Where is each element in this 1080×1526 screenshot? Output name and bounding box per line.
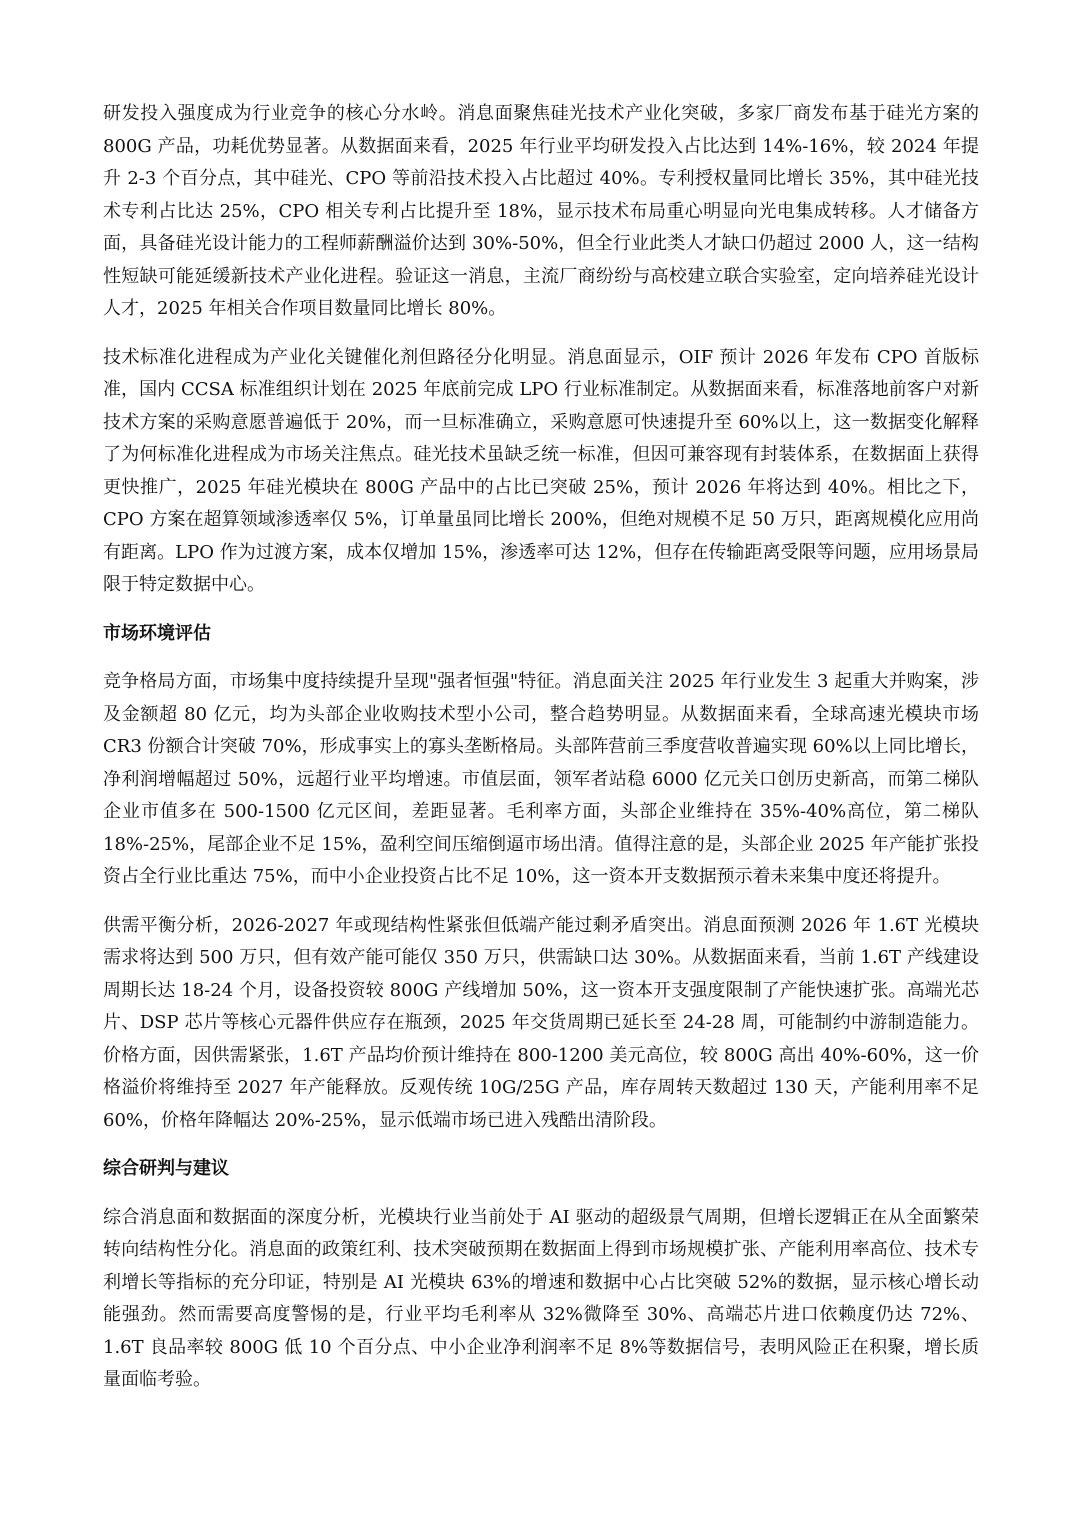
paragraph-supply-demand: 供需平衡分析，2026-2027 年或现结构性紧张但低端产能过剩矛盾突出。消息面预测 2026 年 1.6T 光模块需求将达到 500 万只，但有效产能可能仅 350 万只，供需缺口达 30%。从数据面来看，当前 1.6T 产线建设周期长达 18-24 个月，设备投资较 800G 产线增加 50%，这一资本开支强度限制了产能快速扩张。高端光芯片、DSP 芯片等核心元器件供应存在瓶颈，2025 年交货周期已延长至 24-28 周，可能制约中游制造能力。价格方面，因供需紧张，1.6T 产品均价预计维持在 800-1200 美元高位，较 800G 高出 40%-60%，这一价格溢价将维持至 2027 年产能释放。反观传统 10G/25G 产品，库存周转天数超过 130 天，产能利用率不足 60%，价格年降幅达 20%-25%，显示低端市场已进入残酷出清阶段。 [103, 914, 979, 1131]
paragraph-standardization: 技术标准化进程成为产业化关键催化剂但路径分化明显。消息面显示，OIF 预计 2026 年发布 CPO 首版标准，国内 CCSA 标准组织计划在 2025 年底前完成 LPO 行业标准制定。从数据面来看，标准落地前客户对新技术方案的采购意愿普遍低于 20%，而一旦标准确立，采购意愿可快速提升至 60%以上，这一数据变化解释了为何标准化进程成为市场关注焦点。硅光技术虽缺乏统一标准，但因可兼容现有封装体系，在数据面上获得更快推广，2025 年硅光模块在 800G 产品中的占比已突破 25%，预计 2026 年将达到 40%。相比之下，CPO 方案在超算领域渗透率仅 5%，订单量虽同比增长 200%，但绝对规模不足 50 万只，距离规模化应用尚有距离。LPO 作为过渡方案，成本仅增加 15%，渗透率可达 12%，但存在传输距离受限等问题，应用场景局限于特定数据中心。 [103, 346, 979, 595]
section-heading-market: 市场环境评估 [103, 622, 211, 644]
section-heading-conclusion: 综合研判与建议 [103, 1158, 229, 1179]
document-body [103, 98, 979, 1413]
paragraph-rd-investment: 研发投入强度成为行业竞争的核心分水岭。消息面聚焦硅光技术产业化突破，多家厂商发布基于硅光方案的 800G 产品，功耗优势显著。从数据面来看，2025 年行业平均研发投入占比达到 14%-16%，较 2024 年提升 2-3 个百分点，其中硅光、CPO 等前沿技术投入占比超过 40%。专利授权量同比增长 35%，其中硅光技术专利占比达 25%，CPO 相关专利占比提升至 18%，显示技术布局重心明显向光电集成转移。人才储备方面，具备硅光设计能力的工程师薪酬溢价达到 30%-50%，但全行业此类人才缺口仍超过 2000 人，这一结构性短缺可能延缓新技术产业化进程。验证这一消息，主流厂商纷纷与高校建立联合实验室，定向培养硅光设计人才，2025 年相关合作项目数量同比增长 80%。 [103, 103, 979, 319]
paragraph-conclusion: 综合消息面和数据面的深度分析，光模块行业当前处于 AI 驱动的超级景气周期，但增长逻辑正在从全面繁荣转向结构性分化。消息面的政策红利、技术突破预期在数据面上得到市场规模扩张、产能利用率高位、技术专利增长等指标的充分印证，特别是 AI 光模块 63%的增速和数据中心占比突破 52%的数据，显示核心增长动能强劲。然而需要高度警惕的是，行业平均毛利率从 32%微降至 30%、高端芯片进口依赖度仍达 72%、1.6T 良品率较 800G 低 10 个百分点、中小企业净利润率不足 8%等数据信号，表明风险正在积聚，增长质量面临考验。 [103, 1206, 979, 1390]
paragraph-competition: 竞争格局方面，市场集中度持续提升呈现"强者恒强"特征。消息面关注 2025 年行业发生 3 起重大并购案，涉及金额超 80 亿元，均为头部企业收购技术型小公司，整合趋势明显。从数据面来看，全球高速光模块市场 CR3 份额合计突破 70%，形成事实上的寡头垄断格局。头部阵营前三季度营收普遍实现 60%以上同比增长，净利润增幅超过 50%，远超行业平均增速。市值层面，领军者站稳 6000 亿元关口创历史新高，而第二梯队企业市值多在 500-1500 亿元区间，差距显著。毛利率方面，头部企业维持在 35%-40%高位，第二梯队 18%-25%，尾部企业不足 15%，盈利空间压缩倒逼市场出清。值得注意的是，头部企业 2025 年产能扩张投资占全行业比重达 75%，而中小企业投资占比不足 10%，这一资本开支数据预示着未来集中度还将提升。 [103, 671, 979, 887]
